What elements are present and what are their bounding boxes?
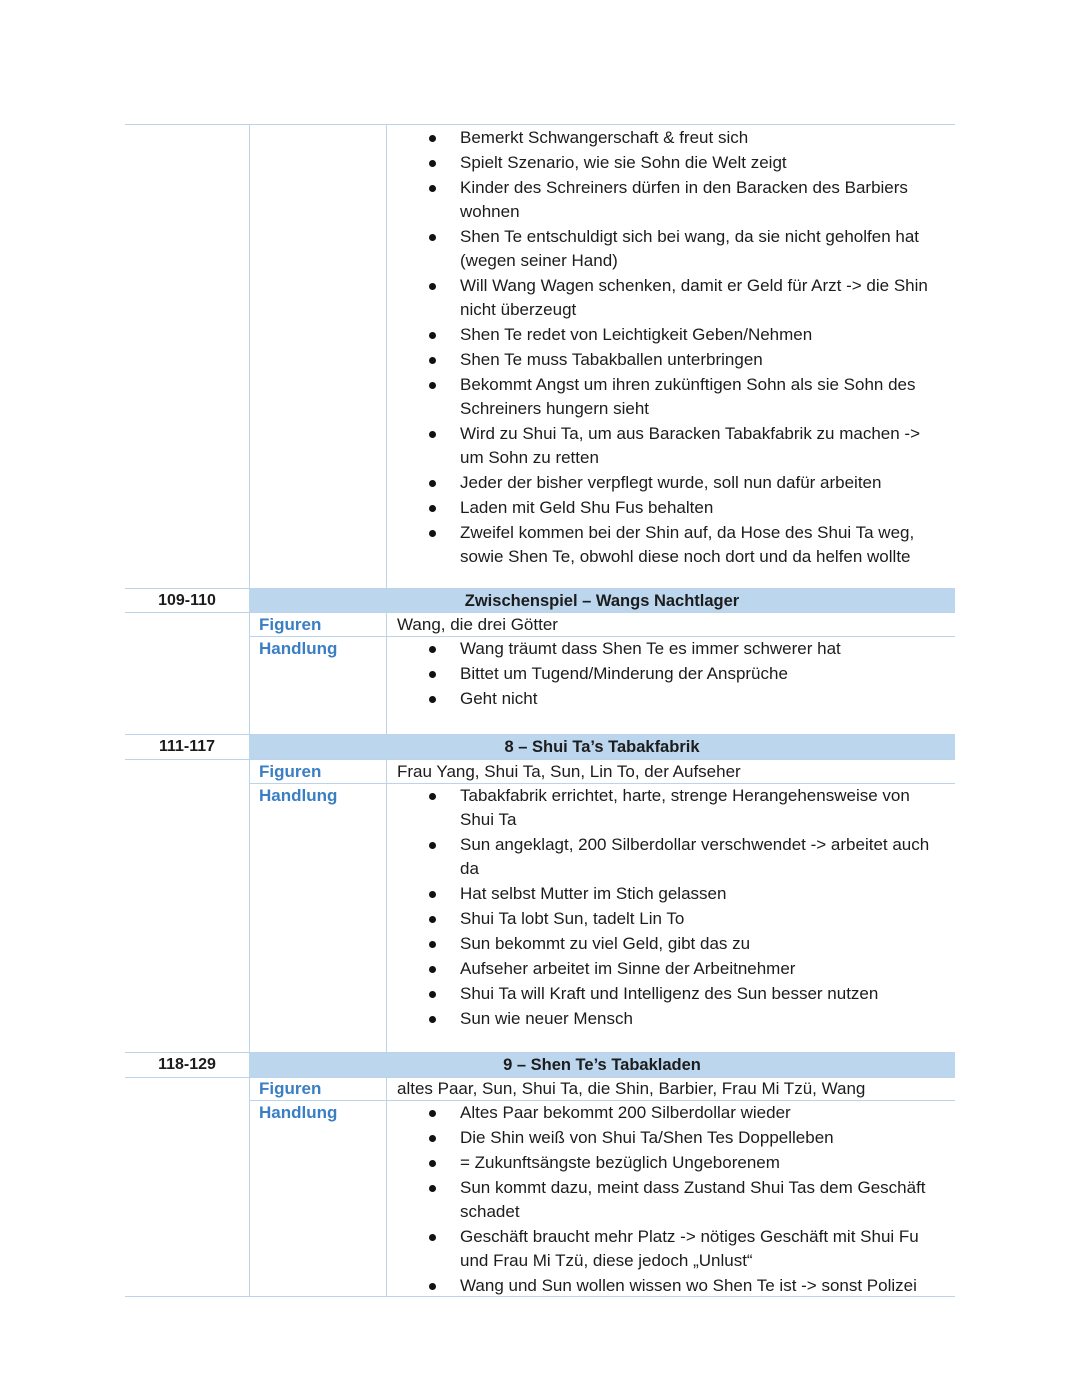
list-item: Wird zu Shui Ta, um aus Baracken Tabakfabrik zu machen -> um Sohn zu retten [427, 422, 947, 470]
list-item: Sun wie neuer Mensch [427, 1007, 947, 1031]
continuation-bullet-list [427, 126, 947, 570]
section-title: 9 – Shen Te’s Tabakladen [249, 1053, 955, 1077]
list-item: Shen Te entschuldigt sich bei wang, da sie nicht geholfen hat (wegen seiner Hand) [427, 225, 947, 273]
list-item: = Zukunftsängste bezüglich Ungeborenem [427, 1151, 947, 1175]
figures-value: Wang, die drei Götter [397, 615, 558, 634]
figures-value: altes Paar, Sun, Shui Ta, die Shin, Barbier, Frau Mi Tzü, Wang [397, 1079, 866, 1098]
list-item: Altes Paar bekommt 200 Silberdollar wieder [427, 1101, 947, 1125]
list-item: Die Shin weiß von Shui Ta/Shen Tes Doppelleben [427, 1126, 947, 1150]
list-item: Zweifel kommen bei der Shin auf, da Hose des Shui Ta weg, sowie Shen Te, obwohl diese noch dort und da helfen wollte [427, 521, 947, 569]
list-item: Jeder der bisher verpflegt wurde, soll nun dafür arbeiten [427, 471, 947, 495]
list-item: Shui Ta lobt Sun, tadelt Lin To [427, 907, 947, 931]
list-item: Laden mit Geld Shu Fus behalten [427, 496, 947, 520]
figures-label: Figuren [259, 615, 322, 634]
section-title: 8 – Shui Ta’s Tabakfabrik [249, 735, 955, 759]
section-page-range: 109-110 [158, 592, 216, 609]
plot-bullet-list [427, 1101, 947, 1299]
plot-label: Handlung [259, 639, 338, 658]
section-title: Zwischenspiel – Wangs Nachtlager [249, 589, 955, 613]
list-item: Will Wang Wagen schenken, damit er Geld für Arzt -> die Shin nicht überzeugt [427, 274, 947, 322]
list-item: Kinder des Schreiners dürfen in den Baracken des Barbiers wohnen [427, 176, 947, 224]
list-item: Tabakfabrik errichtet, harte, strenge Herangehensweise von Shui Ta [427, 784, 947, 832]
list-item: Wang träumt dass Shen Te es immer schwerer hat [427, 637, 947, 661]
list-item: Spielt Szenario, wie sie Sohn die Welt zeigt [427, 151, 947, 175]
plot-label: Handlung [259, 786, 338, 805]
list-item: Wang und Sun wollen wissen wo Shen Te ist -> sonst Polizei [427, 1274, 947, 1298]
section-page-range: 111-117 [158, 738, 216, 755]
list-item: Shen Te muss Tabakballen unterbringen [427, 348, 947, 372]
list-item: Shen Te redet von Leichtigkeit Geben/Nehmen [427, 323, 947, 347]
table-border-bottom [125, 1296, 955, 1297]
figures-label: Figuren [259, 1079, 322, 1098]
list-item: Sun angeklagt, 200 Silberdollar verschwendet -> arbeitet auch da [427, 833, 947, 881]
plot-bullet-list [427, 784, 947, 1032]
list-item: Geschäft braucht mehr Platz -> nötiges Geschäft mit Shui Fu und Frau Mi Tzü, diese jedoch „Unlust“ [427, 1225, 947, 1273]
list-item: Sun kommt dazu, meint dass Zustand Shui Tas dem Geschäft schadet [427, 1176, 947, 1224]
plot-bullet-list [427, 637, 947, 712]
list-item: Sun bekommt zu viel Geld, gibt das zu [427, 932, 947, 956]
column-divider-1 [249, 124, 250, 1297]
list-item: Geht nicht [427, 687, 947, 711]
figures-value: Frau Yang, Shui Ta, Sun, Lin To, der Aufseher [397, 762, 741, 781]
list-item: Bekommt Angst um ihren zukünftigen Sohn als sie Sohn des Schreiners hungern sieht [427, 373, 947, 421]
list-item: Bittet um Tugend/Minderung der Ansprüche [427, 662, 947, 686]
list-item: Hat selbst Mutter im Stich gelassen [427, 882, 947, 906]
column-divider-2 [386, 124, 387, 1297]
section-page-range: 118-129 [158, 1056, 216, 1073]
plot-label: Handlung [259, 1103, 338, 1122]
list-item: Aufseher arbeitet im Sinne der Arbeitnehmer [427, 957, 947, 981]
list-item: Bemerkt Schwangerschaft & freut sich [427, 126, 947, 150]
list-item: Shui Ta will Kraft und Intelligenz des Sun besser nutzen [427, 982, 947, 1006]
figures-label: Figuren [259, 762, 322, 781]
